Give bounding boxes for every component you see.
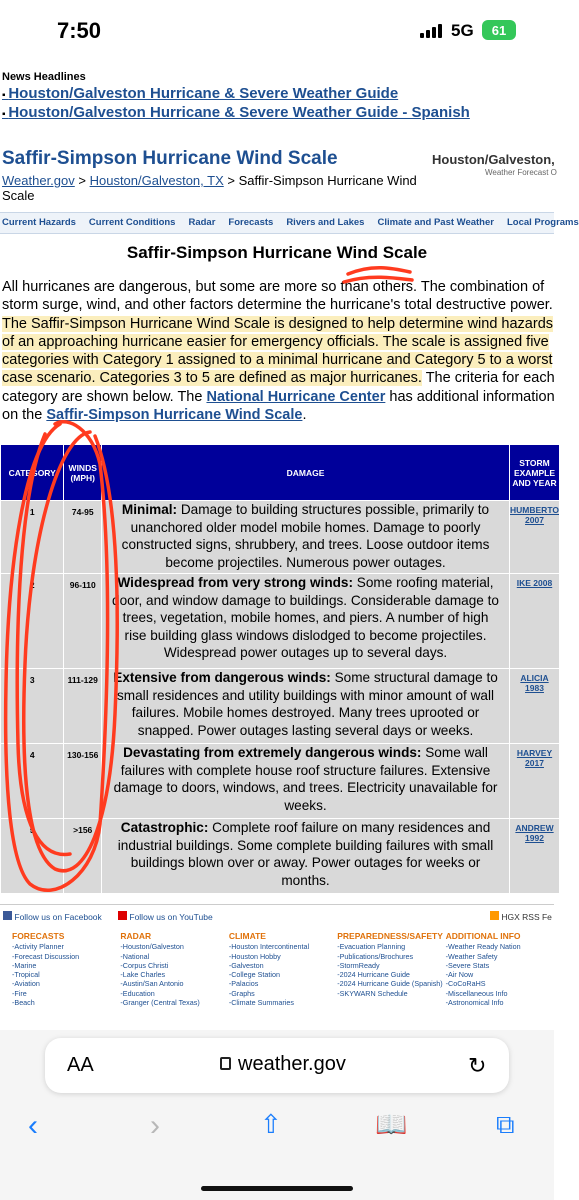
intro-text: All hurricanes are dangerous, but some are more so than others. The combination of storm surge, wind, and other factors determine the hurricane's total destructive power. [2, 279, 553, 314]
footer-link[interactable]: -Astronomical Info [445, 998, 504, 1008]
header-winds: WINDS (MPH) [64, 445, 102, 501]
facebook-link[interactable] [3, 911, 102, 922]
footer-link[interactable]: -Granger (Central Texas) [120, 998, 200, 1008]
forward-icon[interactable]: › [150, 1109, 160, 1142]
row-category: 5 [1, 819, 64, 894]
row-winds: 111-129 [64, 669, 102, 744]
damage-title: Extensive from dangerous winds: [113, 670, 331, 685]
scale-link[interactable]: Saffir-Simpson Hurricane Wind Scale [46, 407, 303, 424]
news-link-guide-spanish[interactable]: ▪ Houston/Galveston Hurricane & Severe Weather Guide - Spanish [2, 104, 550, 121]
status-time: 7:50 [57, 18, 102, 43]
footer-link[interactable]: -StormReady [337, 960, 380, 970]
table-row [1, 669, 560, 744]
social-footer [0, 904, 554, 926]
intro-text-4: . [302, 407, 307, 424]
footer-link[interactable]: -Lake Charles [120, 970, 166, 980]
battery-level: 61 [491, 22, 507, 38]
home-indicator [201, 1186, 353, 1191]
column-heading: FORECASTS [12, 931, 65, 941]
footer-link[interactable]: -Austin/San Antonio [120, 979, 184, 989]
footer-link[interactable]: -Houston Intercontinental [228, 942, 310, 952]
row-storm[interactable] [510, 744, 560, 819]
footer-link[interactable]: -Galveston [228, 960, 264, 970]
rss-label: HGX RSS Fe [501, 912, 552, 922]
nav-forecasts[interactable]: Forecasts [228, 217, 274, 228]
row-damage [102, 819, 510, 894]
damage-text: Some structural damage to small residences and utility buildings with minor amount of wall failures. Mobile homes destroyed. Many trees uprooted or snapped. Power outages lasting several days or weeks. [117, 670, 498, 738]
breadcrumb-current: > Saffir-Simpson Hurricane Wind Scale [2, 173, 417, 203]
footer-link[interactable]: -Miscellaneous Info [445, 988, 508, 998]
news-headlines [0, 64, 554, 128]
footer-link[interactable]: -Weather Safety [445, 951, 498, 961]
footer-link[interactable]: -Education [120, 988, 155, 998]
storm-link[interactable]: HUMBERTO 2007 [510, 505, 559, 525]
youtube-link[interactable] [118, 911, 213, 922]
damage-text: Damage to building structures possible, primarily to unanchored older model mobile homes. Damage to poorly constructed signs, shrubbery, and trees. Loose outdoor items become projectiles. Numerous power outages. [121, 502, 490, 570]
footer-link[interactable]: -CoCoRaHS [445, 979, 486, 989]
footer-link[interactable]: -Graphs [228, 988, 255, 998]
web-page[interactable] [0, 64, 579, 1030]
links-preparedness [337, 932, 445, 1032]
table-row [1, 574, 560, 669]
news-heading: News Headlines [2, 71, 86, 83]
column-heading: ADDITIONAL INFO [445, 931, 521, 941]
footer-link[interactable]: -Corpus Christi [120, 960, 169, 970]
reload-icon[interactable]: ↻ [468, 1053, 487, 1078]
share-icon[interactable]: ⇧ [260, 1109, 282, 1139]
header-storm: STORM EXAMPLE AND YEAR [510, 445, 560, 501]
page-title: Saffir-Simpson Hurricane Wind Scale [2, 148, 338, 169]
intro-paragraph [2, 278, 562, 424]
browser-toolbar [0, 1092, 554, 1162]
header-category: CATEGORY [1, 445, 64, 501]
nav-current-conditions[interactable]: Current Conditions [88, 217, 176, 228]
lock-icon [220, 1057, 231, 1070]
row-category: 3 [1, 669, 64, 744]
row-storm[interactable] [510, 669, 560, 744]
table-row [1, 501, 560, 574]
row-storm[interactable] [510, 819, 560, 894]
footer-link[interactable]: -Evacuation Planning [337, 942, 406, 952]
nav-current-hazards[interactable]: Current Hazards [2, 217, 76, 228]
damage-text: Some wall failures with complete house roof structure failures. Extensive damage to doors, windows, and trees. Electricity unavailable for weeks. [113, 745, 498, 813]
row-category: 1 [1, 501, 64, 574]
column-heading: PREPAREDNESS/SAFETY [337, 931, 443, 941]
storm-link[interactable]: HARVEY 2017 [516, 748, 553, 768]
breadcrumb-office[interactable]: Houston/Galveston, TX [89, 173, 224, 188]
breadcrumb [2, 173, 432, 203]
main-content [0, 243, 554, 424]
footer-link[interactable]: -Forecast Discussion [12, 951, 80, 961]
tabs-icon[interactable]: ⧉ [496, 1109, 515, 1139]
footer-link[interactable]: -Fire [12, 988, 27, 998]
back-icon[interactable]: ‹ [28, 1109, 38, 1142]
rss-icon [490, 911, 499, 920]
network-type: 5G [451, 21, 474, 40]
footer-link[interactable]: -National [120, 951, 150, 961]
footer-link[interactable]: -Houston/Galveston [120, 942, 184, 952]
footer-link[interactable]: -Palacios [228, 979, 259, 989]
damage-text: Complete roof failure on many residences and industrial buildings. Some complete building failures with small buildings blown over or away. Power outages for weeks or months. [117, 820, 494, 888]
office-subtitle: Weather Forecast O [485, 168, 557, 177]
rss-link[interactable] [490, 911, 552, 922]
wind-scale-table [0, 444, 560, 894]
table-row [1, 744, 560, 819]
breadcrumb-home[interactable]: Weather.gov [2, 173, 75, 188]
nav-climate[interactable]: Climate and Past Weather [377, 217, 494, 228]
links-additional [446, 932, 554, 1032]
links-radar [120, 932, 228, 1032]
signal-icon [420, 24, 442, 38]
row-damage [102, 501, 510, 574]
nhc-link[interactable]: National Hurricane Center [206, 388, 386, 405]
damage-title: Minimal: [121, 502, 178, 517]
address-bar[interactable] [45, 1038, 509, 1093]
storm-link[interactable]: IKE 2008 [516, 578, 553, 588]
storm-link[interactable]: ANDREW 1992 [515, 823, 554, 843]
breadcrumb-separator: > [74, 173, 90, 188]
facebook-icon [3, 911, 12, 920]
youtube-icon [118, 911, 127, 920]
intro-text-3: has additional information on the [2, 388, 555, 424]
damage-title: Devastating from extremely dangerous winds: [123, 745, 422, 760]
status-bar [0, 0, 554, 64]
footer-link[interactable]: -SKYWARN Schedule [337, 988, 408, 998]
highlighted-text: The Saffir-Simpson Hurricane Wind Scale is designed to help determine wind hazards of an approaching hurricane easier for emergency officials. The scale is assigned five categories with Category 1 assigned to a minimal hurricane and Category 5 to a worst case scenario. Categories 3 to 5 are defined as major hurricanes. [2, 315, 554, 387]
column-heading: RADAR [120, 931, 152, 941]
footer-link[interactable]: -Severe Stats [445, 960, 490, 970]
row-winds: 96-110 [64, 574, 102, 669]
intro-text-2: The criteria for each category are shown below. The [2, 370, 555, 405]
row-winds: 74-95 [64, 501, 102, 574]
table-row [1, 819, 560, 894]
footer-link-columns [0, 932, 554, 1032]
row-category: 4 [1, 744, 64, 819]
damage-text: Some roofing material, door, and window damage to buildings. Considerable damage to trees, vegetation, mobile homes, and piers. A number of high rise building glass windows dislodged to become projectiles. Widespread power outages up to several days. [112, 575, 499, 660]
reader-mode-button[interactable]: AA [67, 1054, 94, 1076]
footer-link[interactable]: -College Station [228, 970, 280, 980]
storm-link[interactable]: ALICIA 1983 [520, 673, 549, 693]
table-header-row [1, 445, 560, 501]
nav-local-programs[interactable]: Local Programs [506, 217, 579, 228]
news-link-guide[interactable]: ▪ Houston/Galveston Hurricane & Severe Weather Guide [2, 85, 550, 102]
footer-link[interactable]: -2024 Hurricane Guide (Spanish) [337, 979, 443, 989]
content-heading: Saffir-Simpson Hurricane Wind Scale [126, 243, 428, 262]
footer-link[interactable]: -Marine [12, 960, 37, 970]
footer-link[interactable]: -2024 Hurricane Guide [337, 970, 410, 980]
bookmarks-icon[interactable]: 📖 [375, 1109, 408, 1139]
row-winds: >156 [64, 819, 102, 894]
row-storm[interactable] [510, 501, 560, 574]
footer-link[interactable]: -Publications/Brochures [337, 951, 414, 961]
main-nav [0, 212, 579, 234]
row-storm[interactable] [510, 574, 560, 669]
battery-icon [482, 20, 516, 40]
youtube-label: Follow us on YouTube [129, 912, 213, 922]
nav-rivers-lakes[interactable]: Rivers and Lakes [286, 217, 365, 228]
row-winds: 130-156 [64, 744, 102, 819]
footer-link[interactable]: -Activity Planner [12, 942, 64, 952]
row-damage [102, 669, 510, 744]
nav-radar[interactable]: Radar [188, 217, 216, 228]
url-text[interactable]: weather.gov [238, 1053, 346, 1075]
office-name: Houston/Galveston, [432, 152, 555, 167]
site-header [0, 128, 557, 212]
row-damage [102, 574, 510, 669]
footer-link[interactable]: -Houston Hobby [228, 951, 281, 961]
damage-title: Widespread from very strong winds: [117, 575, 354, 590]
damage-title: Catastrophic: [120, 820, 209, 835]
row-damage [102, 744, 510, 819]
footer-link[interactable]: -Climate Summaries [228, 998, 294, 1008]
facebook-label: Follow us on Facebook [14, 912, 102, 922]
footer-link[interactable]: -Beach [12, 998, 35, 1008]
footer-link[interactable]: -Weather Ready Nation [445, 942, 521, 952]
footer-link[interactable]: -Aviation [12, 979, 40, 989]
links-climate [229, 932, 337, 1032]
links-forecasts [12, 932, 120, 1032]
footer-link[interactable]: -Tropical [12, 970, 40, 980]
column-heading: CLIMATE [228, 931, 266, 941]
row-category: 2 [1, 574, 64, 669]
header-damage: DAMAGE [102, 445, 510, 501]
footer-link[interactable]: -Air Now [445, 970, 474, 980]
